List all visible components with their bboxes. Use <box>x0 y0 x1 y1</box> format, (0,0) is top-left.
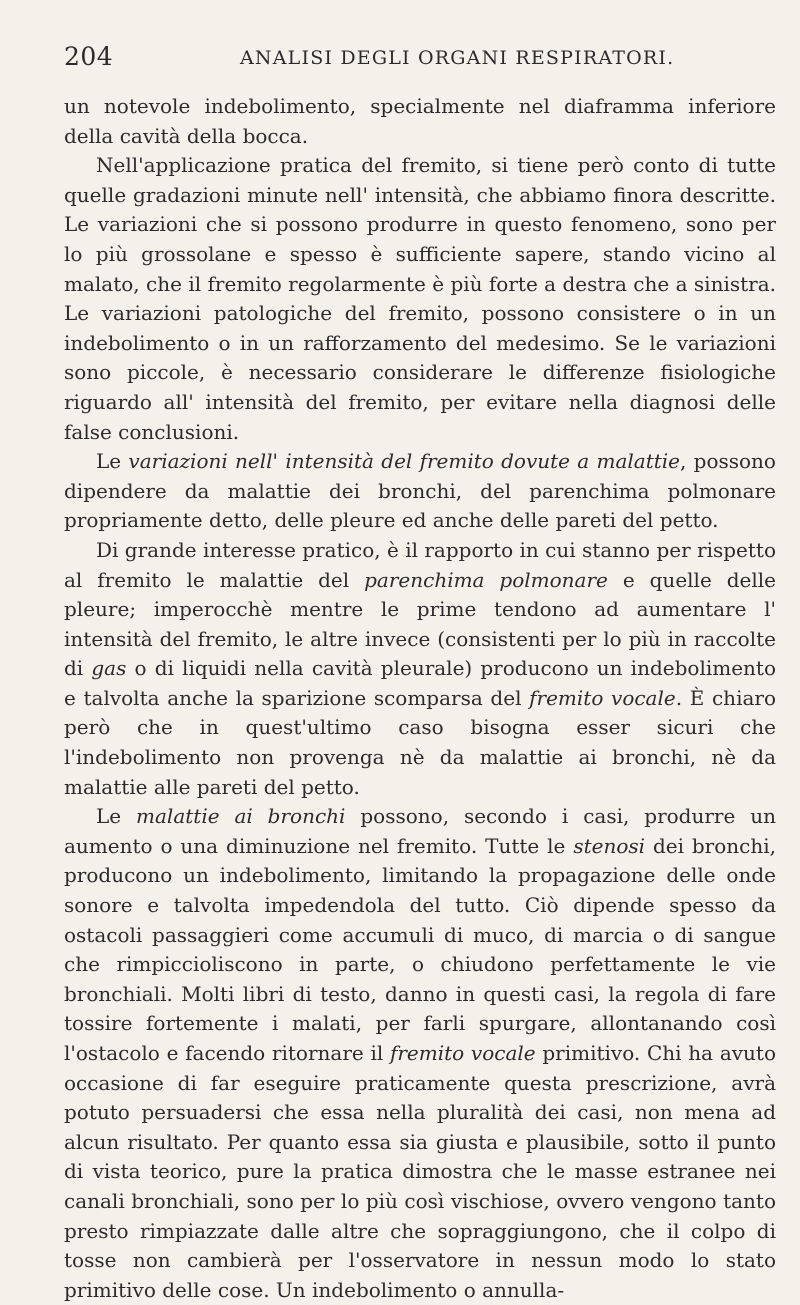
text-run: o di liquidi nella cavità pleurale) producono un indebolimento e talvolta anche la sparizione scomparsa del <box>64 656 776 710</box>
text-run: Le <box>96 449 129 474</box>
paragraph <box>64 92 776 151</box>
paragraph <box>64 802 776 1305</box>
italic-phrase: parenchima polmonare <box>364 567 608 592</box>
text-run: , possono dipendere da malattie dei bronchi, del parenchima polmonare propriamente detto, delle pleure ed anche delle pareti del petto. <box>64 449 776 533</box>
paragraph <box>64 151 776 447</box>
italic-phrase: stenosi <box>573 833 646 858</box>
text-run: un notevole indebolimento, specialmente nel diaframma inferiore della cavità della bocca. <box>64 94 776 148</box>
text-run: . È chiaro però che in quest'ultimo caso bisogna esser sicuri che l'indebolimento non provenga nè da malattie ai bronchi, nè da malattie alle pareti del petto. <box>64 685 776 799</box>
text-run: Nell'applicazione pratica del fremito, si tiene però conto di tutte quelle gradazioni minute nell' intensità, che abbiamo finora descritte. Le variazioni che si possono produrre in questo fenomeno, sono per lo più grossolane e spesso è sufficiente sapere, stando vicino al malato, che il fremito regolarmente è più forte a destra che a sinistra. Le variazioni patologiche del fremito, possono consistere o in un indebolimento o in un rafforzamento del medesimo. Se le variazioni sono piccole, è necessario considerare le differenze fisiologiche riguardo all' intensità del fremito, per evitare nella diagnosi delle false conclusioni. <box>64 153 776 444</box>
text-run: e quelle delle pleure; imperocchè mentre le prime tendono ad aumentare l' intensità del fremito, le altre invece (consistenti per lo più in raccolte di <box>64 567 776 681</box>
body-text <box>64 92 776 1305</box>
page-number: 204 <box>64 42 114 71</box>
italic-phrase: malattie ai bronchi <box>136 804 346 829</box>
running-title: ANALISI DEGLI ORGANI RESPIRATORI. <box>240 47 675 69</box>
running-head <box>64 40 776 74</box>
text-run: possono, secondo i casi, produrre un aumento o una diminuzione nel fremito. Tutte le <box>64 804 776 858</box>
italic-phrase: variazioni nell' intensità del fremito dovute a malattie <box>128 449 680 474</box>
paragraph <box>64 447 776 536</box>
book-page <box>64 40 777 1302</box>
text-run: dei bronchi, producono un indebolimento, limitando la propagazione delle onde sonore e talvolta impedendola del tutto. Ciò dipende spesso da ostacoli passaggieri come accumuli di muco, di marcia o di sangue che rimpiccioliscono in parte, o chiudono perfettamente le vie bronchiali. Molti libri di testo, danno in questi casi, la regola di fare tossire fortemente i malati, per farli spurgare, allontanando così l'ostacolo e facendo ritornare il <box>64 833 777 1065</box>
paragraph <box>64 536 776 802</box>
italic-phrase: fremito vocale <box>529 685 676 710</box>
text-run: primitivo. Chi ha avuto occasione di far eseguire praticamente questa prescrizione, avrà potuto persuadersi che essa nella pluralità dei casi, non mena ad alcun risultato. Per quanto essa sia giusta e plausibile, sotto il punto di vista teorico, pure la pratica dimostra che le masse estranee nei canali bronchiali, sono per lo più così vischiose, ovvero vengono tanto presto rimpiazzate dalle altre che sopraggiungono, che il colpo di tosse non cambierà per l'osservatore in nessun modo lo stato primitivo delle cose. Un indebolimento o annulla- <box>64 1041 776 1302</box>
italic-phrase: fremito vocale <box>389 1041 536 1065</box>
text-run: Di grande interesse pratico, è il rapporto in cui stanno per rispetto al fremito le malattie del <box>64 537 776 592</box>
text-run: Le <box>96 804 137 829</box>
italic-phrase: gas <box>91 656 127 681</box>
